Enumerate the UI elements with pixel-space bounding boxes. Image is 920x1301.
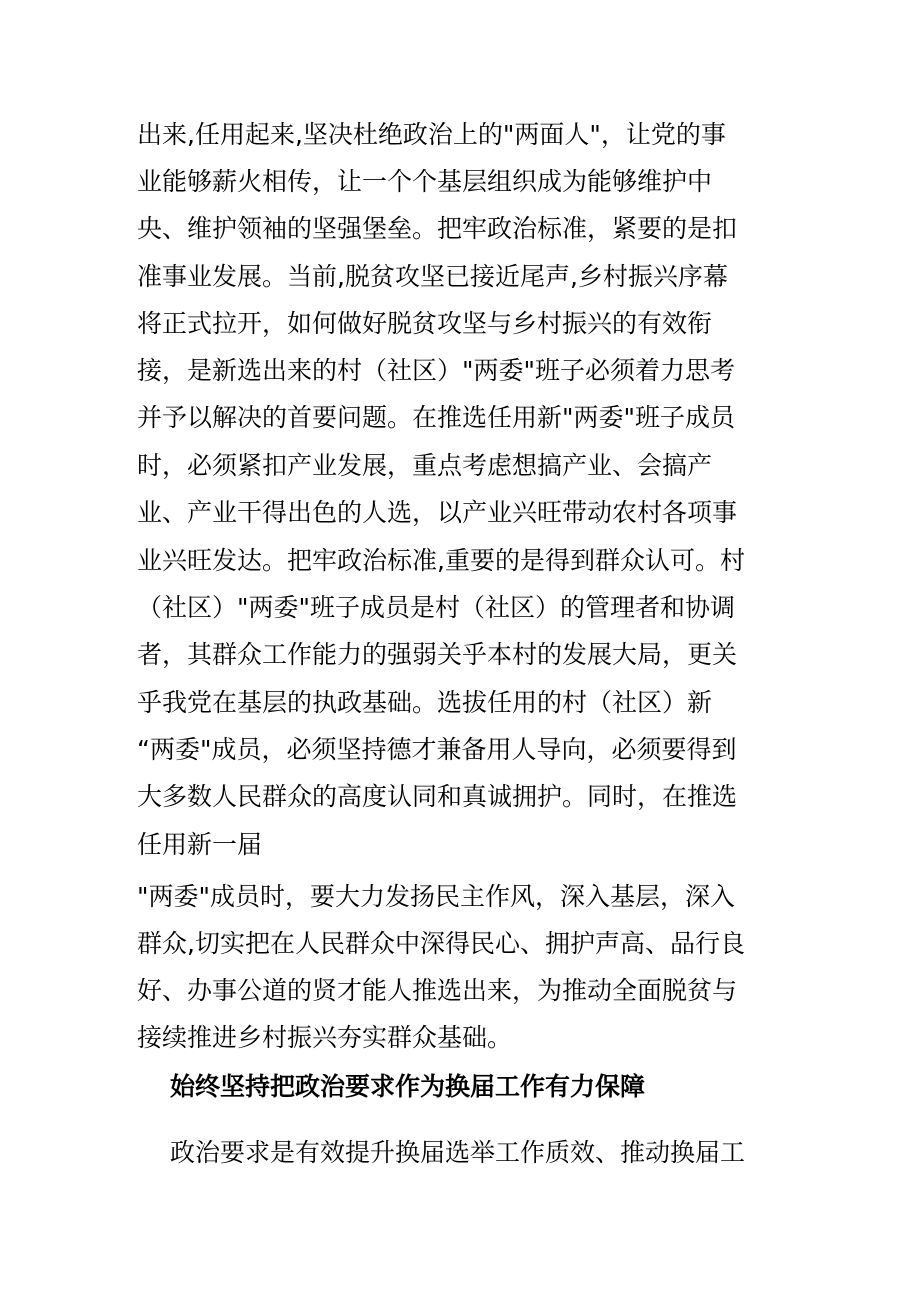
- paragraph-line: 央、维护领袖的坚强堡垒。把牢政治标准，紧要的是扣: [137, 214, 738, 243]
- paragraph-line: 业、产业干得出色的人选，以产业兴旺带动农村各项事: [137, 498, 738, 527]
- paragraph-line: 业兴旺发达。把牢政治标准,重要的是得到群众认可。村: [137, 546, 745, 575]
- paragraph-line: 任用新一届: [137, 830, 263, 859]
- paragraph-line: 准事业发展。当前,脱贫攻坚已接近尾声,乡村振兴序幕: [137, 262, 728, 291]
- paragraph-line: 将正式拉开，如何做好脱贫攻坚与乡村振兴的有效衔: [137, 309, 713, 338]
- paragraph-line: 接续推进乡村振兴夯实群众基础。: [137, 1023, 513, 1052]
- paragraph-line: 政治要求是有效提升换届选举工作质效、推动换届工: [170, 1138, 746, 1167]
- paragraph-line: 者，其群众工作能力的强弱关乎本村的发展大局，更关: [137, 640, 738, 669]
- paragraph-line: 群众,切实把在人民群众中深得民心、拥护声高、品行良: [137, 929, 745, 958]
- paragraph-line: 好、办事公道的贤才能人推选出来，为推动全面脱贫与: [137, 976, 738, 1005]
- paragraph-line: 乎我党在基层的执政基础。选拔任用的村（社区）新: [137, 688, 713, 717]
- paragraph-line: "两委"成员时，要大力发扬民主作风，深入基层，深入: [137, 882, 736, 911]
- paragraph-line: 时，必须紧扣产业发展，重点考虑想搞产业、会搞产: [137, 451, 713, 480]
- paragraph-line: 大多数人民群众的高度认同和真诚拥护。同时，在推选: [137, 782, 738, 811]
- paragraph-line: 出来,任用起来,坚决杜绝政治上的"两面人"，让党的事: [137, 120, 726, 149]
- paragraph-line: 接，是新选出来的村（社区）"两委"班子必须着力思考: [137, 356, 736, 385]
- section-heading: 始终坚持把政治要求作为换届工作有力保障: [170, 1072, 646, 1101]
- paragraph-line: “两委"成员，必须坚持德才兼备用人导向，必须要得到: [137, 735, 737, 764]
- paragraph-line: 业能够薪火相传，让一个个基层组织成为能够维护中: [137, 167, 713, 196]
- paragraph-line: （社区）"两委"班子成员是村（社区）的管理者和协调: [137, 593, 736, 622]
- paragraph-line: 并予以解决的首要问题。在推选任用新"两委"班子成员: [137, 403, 736, 432]
